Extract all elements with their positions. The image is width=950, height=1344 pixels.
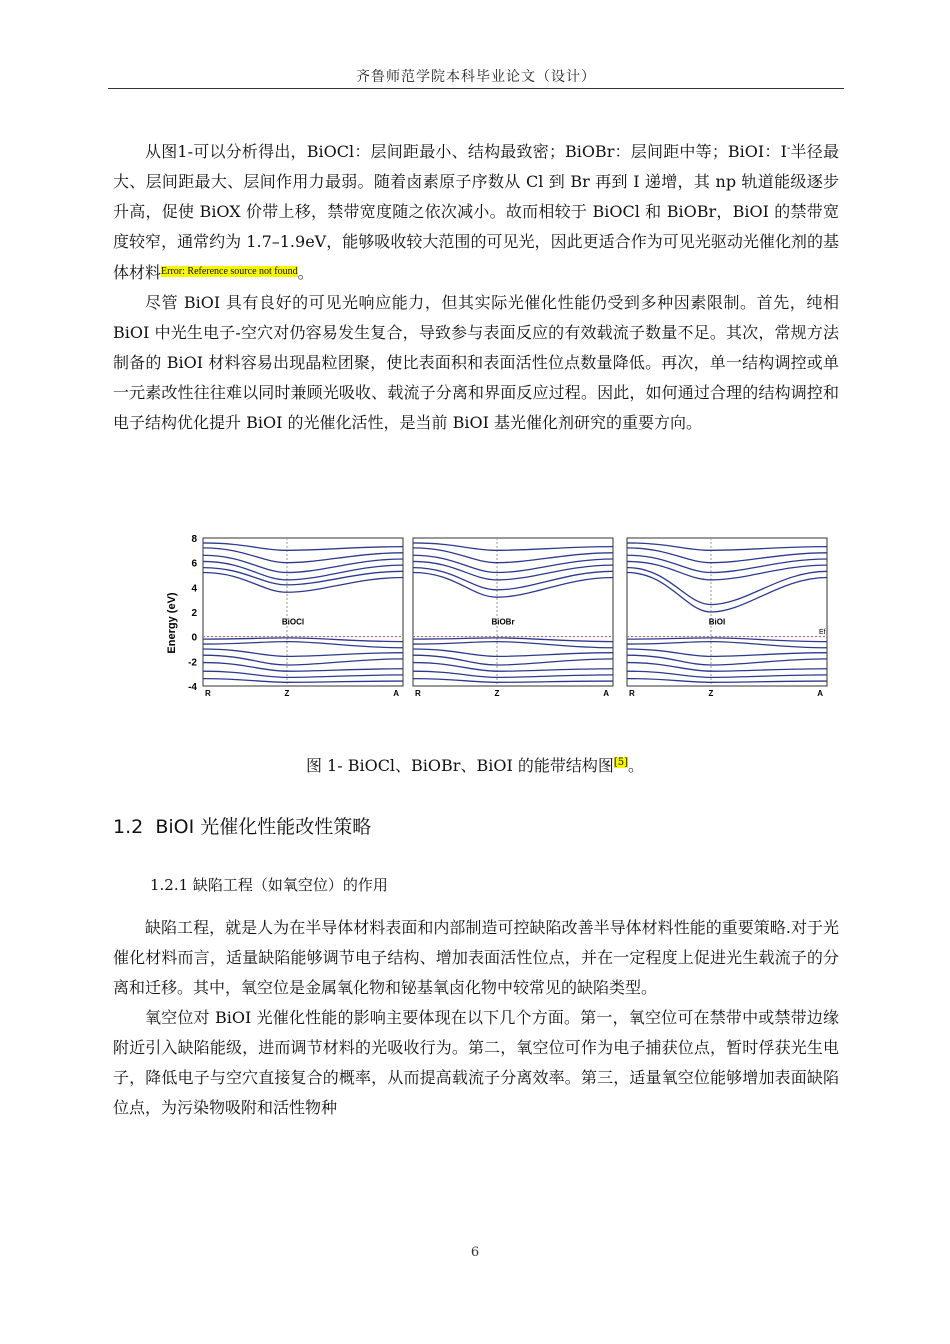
band-curve: [627, 638, 827, 642]
band-curve: [203, 642, 403, 648]
subsection-heading: 1.2.1 缺陷工程（如氧空位）的作用: [150, 876, 388, 894]
y-tick-label: -4: [188, 682, 197, 693]
x-tick-label: R: [205, 689, 211, 698]
para1-end: 。: [297, 263, 314, 282]
panel-label: BiOCl: [281, 617, 305, 627]
band-panel-bioi: [627, 538, 827, 698]
band-curve: [413, 649, 613, 656]
band-curve: [413, 543, 613, 550]
header-rule: [108, 88, 844, 89]
x-tick-label: Z: [494, 689, 500, 698]
band-curve: [413, 555, 613, 572]
band-curve: [203, 573, 403, 593]
paragraph-2: 尽管 BiOI 具有良好的可见光响应能力，但其实际光催化性能仍受到多种因素限制。首先，纯相 BiOI 中光生电子-空穴对仍容易发生复合，导致参与表面反应的有效载流子数量不足。其次，常规方法制备的 BiOI 材料容易出现晶粒团聚，使比表面积和表面活性位点数量降低。再次，单一结构调控或单一元素改性往往难以同时兼顾光吸收、载流子分离和界面反应过程。因此，如何通过合理的结构调控和电子结构优化提升 BiOI 的光催化活性，是当前 BiOI 基光催化剂研究的重要方向。: [113, 293, 839, 432]
figure-caption: [0, 753, 950, 776]
paragraph-1: [113, 134, 839, 288]
fermi-label: Ef: [819, 629, 826, 637]
band-panel-biocl: [203, 538, 403, 698]
y-tick-label: 4: [191, 583, 197, 595]
x-tick-label: R: [415, 689, 421, 698]
band-curve: [413, 679, 613, 683]
x-tick-label: R: [629, 689, 635, 698]
section-title: BiOI 光催化性能改性策略: [155, 816, 372, 838]
x-tick-label: A: [393, 689, 399, 698]
x-tick-label: A: [817, 689, 823, 698]
band-curve: [203, 555, 403, 572]
x-tick-label: Z: [708, 689, 714, 698]
band-curve: [203, 671, 403, 677]
page-header: 齐鲁师范学院本科毕业论文（设计）: [356, 69, 596, 85]
band-curve: [627, 561, 827, 580]
band-curve: [413, 663, 613, 672]
caption-text: 图 1- BiOCl、BiOBr、BiOI 的能带结构图: [305, 756, 614, 775]
caption-end: 。: [628, 756, 645, 775]
y-tick-label: 0: [191, 632, 197, 644]
caption-citation[interactable]: [5]: [613, 757, 629, 768]
band-structure-figure: [165, 528, 845, 708]
band-curve: [413, 638, 613, 642]
band-curve: [413, 573, 613, 598]
y-tick-label: 2: [191, 608, 197, 619]
band-curve: [203, 638, 403, 642]
y-tick-label: -2: [188, 657, 197, 669]
y-axis-label: Energy (eV): [166, 592, 178, 654]
paragraph-block-2: [113, 913, 839, 1123]
section-number: 1.2: [113, 816, 144, 838]
band-panel-biobr: [413, 538, 613, 698]
band-curve: [203, 543, 403, 550]
paragraph-block-1: [113, 134, 839, 438]
band-curve: [203, 663, 403, 672]
band-curve: [203, 649, 403, 656]
band-curve: [627, 671, 827, 677]
band-curve: [627, 649, 827, 656]
para1-text-a: 从图1-可以分析得出，BiOCl：层间距最小、结构最致密；BiOBr：层间距中等；BiOI：I: [145, 142, 787, 161]
band-curve: [627, 555, 827, 572]
page-number: 6: [470, 1245, 480, 1260]
band-curve: [627, 679, 827, 683]
superscript-minus: -: [786, 143, 791, 154]
y-tick-label: 6: [191, 558, 197, 570]
band-curve: [203, 679, 403, 683]
band-curve: [627, 642, 827, 648]
paragraph-4: 氧空位对 BiOI 光催化性能的影响主要体现在以下几个方面。第一，氧空位可在禁带中或禁带边缘附近引入缺陷能级，进而调节材料的光吸收行为。第二，氧空位可作为电子捕获位点，暂时俘获光生电子，降低电子与空穴直接复合的概率，从而提高载流子分离效率。第三，适量氧空位能够增加表面缺陷位点，为污染物吸附和活性物种: [113, 1008, 839, 1117]
band-curve: [627, 663, 827, 672]
x-tick-label: Z: [284, 689, 290, 698]
band-curve: [413, 671, 613, 677]
y-axis: [166, 534, 197, 693]
band-curve: [627, 543, 827, 550]
reference-error-field[interactable]: Error: Reference source not found: [161, 266, 298, 277]
section-heading: [113, 812, 371, 839]
x-tick-label: A: [603, 689, 609, 698]
band-curve: [413, 642, 613, 648]
panel-label: BiOI: [708, 617, 726, 627]
paragraph-3: 缺陷工程，就是人为在半导体材料表面和内部制造可控缺陷改善半导体材料性能的重要策略.对于光催化材料而言，适量缺陷能够调节电子结构、增加表面活性位点，并在一定程度上促进光生载流子的分离和迁移。其中，氧空位是金属氧化物和铋基氧卤化物中较常见的缺陷类型。: [113, 918, 839, 997]
para1-text-b: 半径最大、层间距最大、层间作用力最弱。随着卤素原子序数从 Cl 到 Br 再到 I 递增，其 np 轨道能级逐步升高，促使 BiOX 价带上移，禁带宽度随之依次减小。故而相较于 BiOCl 和 BiOBr，BiOI 的禁带宽度较窄，通常约为 1.7–1.9eV，能够吸收较大范围的可见光，因此更适合作为可见光驱动光催化剂的基体材料: [113, 142, 839, 282]
band-curve: [627, 568, 827, 605]
y-tick-label: 8: [191, 534, 197, 545]
panel-label: BiOBr: [491, 617, 515, 627]
